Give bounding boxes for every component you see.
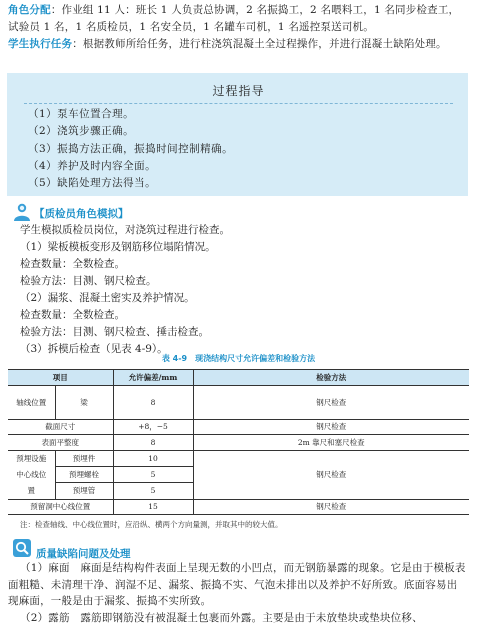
section-method: 钢尺检查 (193, 419, 469, 435)
task-paragraph (8, 36, 467, 53)
header-item: 项目 (8, 370, 113, 386)
guide-item: （1）泵车位置合理。 (28, 108, 135, 120)
tolerance-table (8, 369, 469, 515)
inspector-line: （1）梁板模板变形及钢筋移位塌陷情况。 (20, 241, 216, 253)
inspector-line: （2）漏浆、混凝土密实及养护情况。 (20, 292, 195, 304)
table-row (8, 419, 469, 435)
defects-heading: 质量缺陷问题及处理 (36, 548, 131, 560)
inspector-line: （3）拆模后检查（见表 4-9）。 (20, 343, 168, 355)
header-tolerance: 允许偏差/mm (113, 370, 193, 386)
table-header-row (8, 370, 469, 386)
process-guide-list (28, 106, 233, 192)
guide-divider (24, 103, 453, 104)
embed-label: 预埋设施中心线位置 (8, 450, 55, 499)
table-row (8, 385, 469, 419)
inspector-lines (20, 222, 230, 358)
flatness-method: 2m 靠尺和塞尺检查 (193, 435, 469, 451)
section-value: +8，−5 (113, 419, 193, 435)
hole-value: 15 (113, 499, 193, 515)
role-label: 角色分配 (8, 4, 51, 16)
inspector-line: 检验方法：目测、钢尺检查、捶击检查。 (20, 326, 209, 338)
guide-item: （4）养护及时内容全面。 (28, 159, 157, 172)
process-guide-title: 过程指导 (212, 84, 265, 98)
axis-label: 轴线位置 (8, 385, 55, 419)
flatness-value: 8 (113, 435, 193, 451)
axis-item: 梁 (55, 385, 113, 419)
embed-item: 预埋件 (55, 450, 113, 466)
section-label: 截面尺寸 (8, 419, 113, 435)
table-row (8, 499, 469, 515)
defect-paragraph-1: （1）麻面 麻面是结构构件表面上呈现无数的小凹点，而无钢筋暴露的现象。它是由于模板表面粗糙、未清理干净、润湿不足、漏浆、振捣不实、气泡未排出以及养护不好所致。底面容易出现麻面，一般是由于漏浆、振捣不实所致。 (8, 562, 466, 607)
inspector-line: 学生模拟质检员岗位，对浇筑过程进行检查。 (20, 224, 230, 236)
axis-value: 8 (113, 385, 193, 419)
role-text: ：作业组 11 人：班长 1 人负责总协调，2 名振捣工，2 名喂料工，1 名同步检查工，试验员 1 名，1 名质检员，1 名安全员，1 名罐车司机，1 名遥控泵送司机。 (8, 4, 460, 33)
task-text: ：根据教师所给任务，进行柱浇筑混凝土全过程操作，并进行混凝土缺陷处理。 (72, 38, 447, 50)
inspector-line: 检查数量：全数检查。 (20, 309, 125, 321)
embed-item: 预埋螺栓 (55, 466, 113, 482)
hole-method: 钢尺检查 (193, 499, 469, 515)
guide-item: （3）振捣方法正确，振捣时间控制精确。 (28, 142, 234, 155)
defect-paragraph-2: （2）露筋 露筋即钢筋没有被混凝土包裹而外露。主要是由于未放垫块或垫块位移、 (20, 612, 423, 624)
role-paragraph (8, 2, 467, 35)
task-label: 学生执行任务 (8, 38, 73, 50)
embed-method: 钢尺检查 (193, 450, 469, 499)
embed-value: 5 (113, 466, 193, 482)
embed-value: 10 (113, 450, 193, 466)
inspector-heading: 【质检员角色模拟】 (34, 208, 129, 220)
embed-value: 5 (113, 483, 193, 499)
embed-item: 预埋管 (55, 483, 113, 499)
table-caption: 表 4-9 现浇结构尺寸允许偏差和检验方法 (161, 354, 316, 363)
magnifier-icon (12, 538, 32, 561)
guide-item: （2）浇筑步骤正确。 (28, 125, 135, 138)
inspector-line: 检验方法：目测、钢尺检查。 (20, 275, 157, 287)
guide-item: （5）缺陷处理方法得当。 (28, 177, 157, 190)
inspector-line: 检查数量：全数检查。 (20, 258, 125, 270)
table-note: 注：检查轴线、中心线位置时，应沿纵、横两个方向量测，并取其中的较大值。 (20, 520, 283, 529)
flatness-label: 表面平整度 (8, 435, 113, 451)
hole-label: 预留洞中心线位置 (8, 499, 113, 515)
table-row (8, 435, 469, 451)
table-row (8, 450, 469, 466)
header-method: 检验方法 (193, 370, 469, 386)
axis-method: 钢尺检查 (193, 385, 469, 419)
